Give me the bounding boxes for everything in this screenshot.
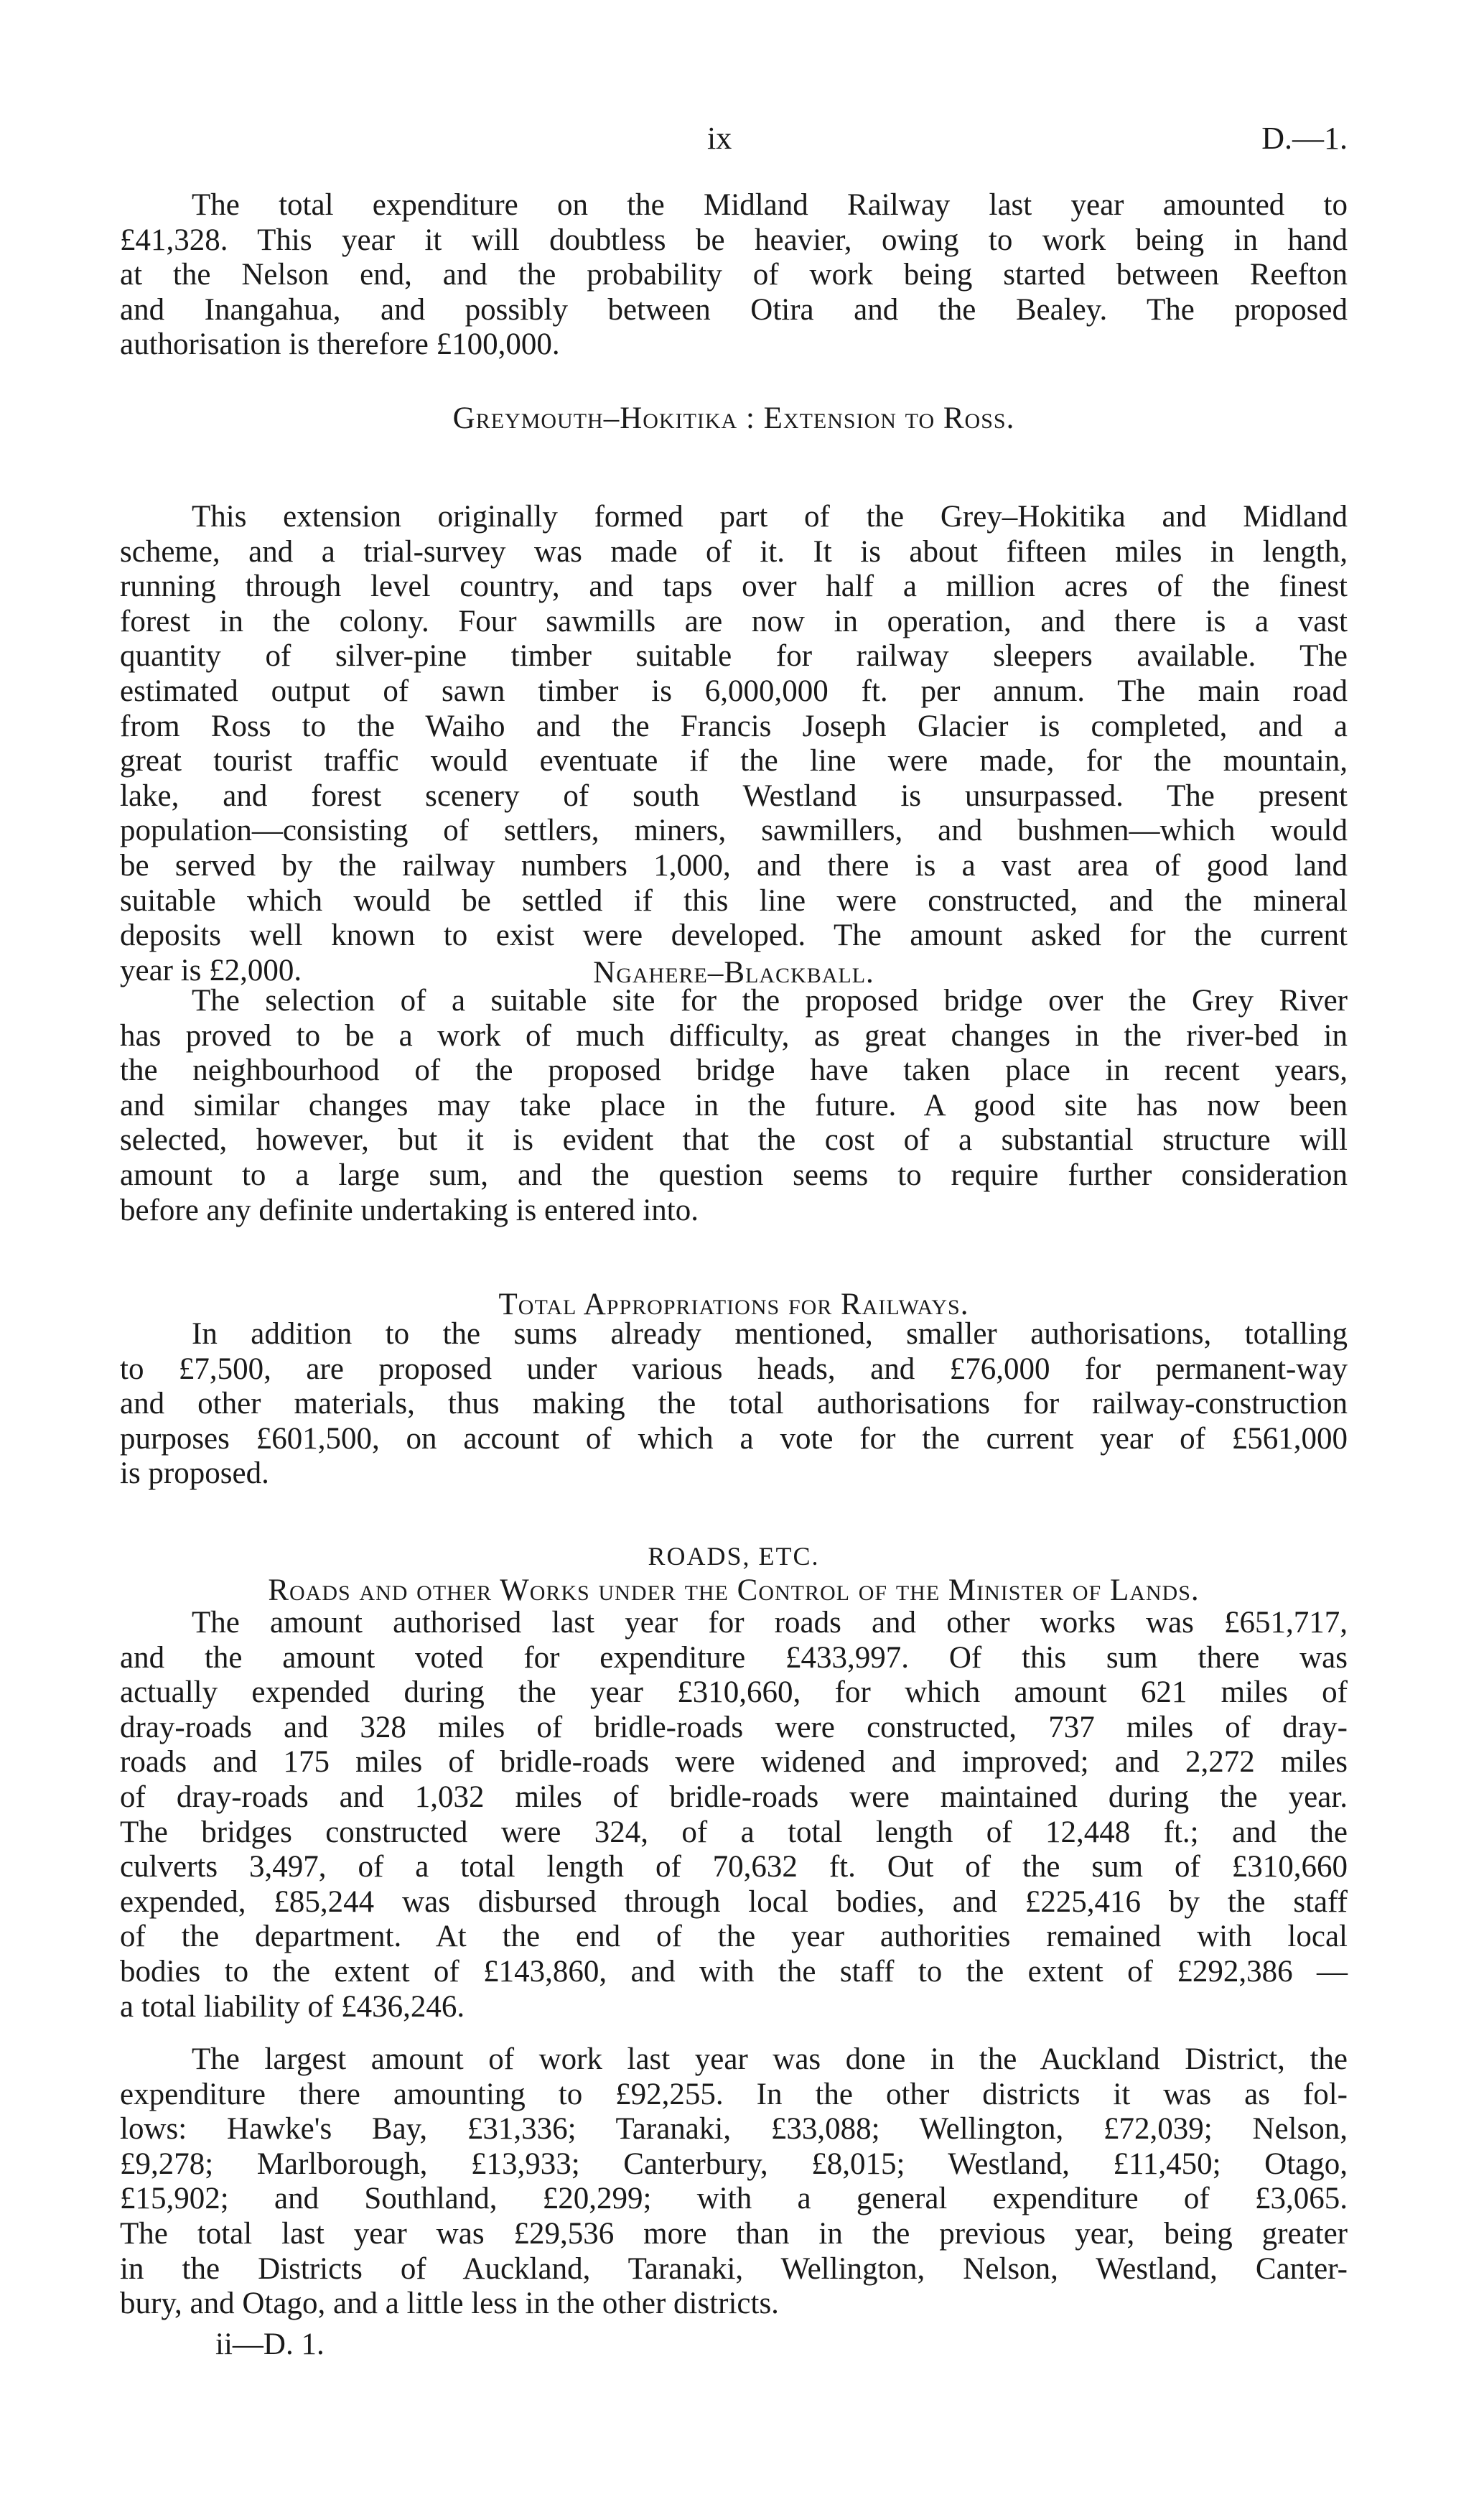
text-line: culverts 3,497, of a total length of 70,632 ft. Out of the sum of £310,660 (120, 1850, 1348, 1884)
text-line: This extension originally formed part of the Grey–Hokitika and Midland (192, 500, 1348, 534)
text-line: The selection of a suitable site for the proposed bridge over the Grey River (192, 984, 1348, 1018)
text-line: £41,328. This year it will doubtless be heavier, owing to work being in hand (120, 223, 1348, 257)
text-line: selected, however, but it is evident that the cost of a substantial structure will (120, 1123, 1348, 1158)
text-line: and the amount voted for expenditure £433,997. Of this sum there was (120, 1640, 1348, 1675)
text-line: authorisation is therefore £100,000. (120, 327, 560, 362)
text-line: from Ross to the Waiho and the Francis Joseph Glacier is completed, and a (120, 709, 1348, 743)
text-line: actually expended during the year £310,660, for which amount 621 miles of (120, 1675, 1348, 1710)
text-line: and other materials, thus making the total authorisations for railway-construction (120, 1387, 1348, 1421)
paragraph (120, 984, 1348, 1228)
text-line: to £7,500, are proposed under various heads, and £76,000 for permanent-way (120, 1352, 1348, 1386)
text-line: running through level country, and taps over half a million acres of the finest (120, 569, 1348, 604)
text-line: the neighbourhood of the proposed bridge have taken place in recent years, (120, 1054, 1348, 1088)
text-line: In addition to the sums already mentioned, smaller authorisations, totalling (192, 1317, 1348, 1351)
text-line: be served by the railway numbers 1,000, and there is a vast area of good land (120, 848, 1348, 883)
text-line: great tourist traffic would eventuate if the line were made, for the mountain, (120, 744, 1348, 778)
text-line: suitable which would be settled if this line were constructed, and the mineral (120, 883, 1348, 918)
text-line: lake, and forest scenery of south Westland is unsurpassed. The present (120, 778, 1348, 813)
text-line: quantity of silver-pine timber suitable for railway sleepers available. The (120, 639, 1348, 674)
text-line: year is £2,000. (120, 953, 302, 987)
text-line: expenditure there amounting to £92,255. In the other districts it was as fol- (120, 2077, 1348, 2111)
text-line: a total liability of £436,246. (120, 1989, 465, 2024)
text-line: at the Nelson end, and the probability of work being started between Reefton (120, 258, 1348, 292)
printer-signature: ii—D. 1. (215, 2327, 325, 2361)
text-line: The total last year was £29,536 more than in the previous year, being greater (120, 2216, 1348, 2251)
text-line: £15,902; and Southland, £20,299; with a general expenditure of £3,065. (120, 2182, 1348, 2216)
section-heading: ROADS, ETC. (648, 1542, 820, 1571)
text-line: population—consisting of settlers, miners, sawmillers, and bushmen—which would (120, 814, 1348, 848)
text-line: and Inangahua, and possibly between Otira and the Bealey. The proposed (120, 292, 1348, 327)
text-line: £9,278; Marlborough, £13,933; Canterbury, £8,015; Westland, £11,450; Otago, (120, 2147, 1348, 2181)
text-line: The total expenditure on the Midland Railway last year amounted to (192, 188, 1348, 222)
text-line: lows: Hawke's Bay, £31,336; Taranaki, £33,088; Wellington, £72,039; Nelson, (120, 2112, 1348, 2147)
text-line: expended, £85,244 was disbursed through local bodies, and £225,416 by the staff (120, 1884, 1348, 1919)
paragraph (120, 2042, 1348, 2322)
text-line: and similar changes may take place in the future. A good site has now been (120, 1088, 1348, 1122)
text-line: purposes £601,500, on account of which a vote for the current year of £561,000 (120, 1421, 1348, 1456)
paragraph (120, 1317, 1348, 1492)
text-line: bodies to the extent of £143,860, and with the staff to the extent of £292,386 — (120, 1954, 1348, 1989)
text-line: The largest amount of work last year was done in the Auckland District, the (192, 2042, 1348, 2076)
text-line: bury, and Otago, and a little less in the other districts. (120, 2287, 779, 2321)
paragraph (120, 500, 1348, 988)
paragraph (120, 188, 1348, 363)
text-line: before any definite undertaking is entered into. (120, 1193, 699, 1227)
text-line: is proposed. (120, 1456, 269, 1491)
page-number: ix (707, 121, 732, 156)
text-line: amount to a large sum, and the question seems to require further consideration (120, 1158, 1348, 1192)
text-line: forest in the colony. Four sawmills are now in operation, and there is a vast (120, 604, 1348, 638)
text-line: deposits well known to exist were developed. The amount asked for the current (120, 919, 1348, 953)
text-line: estimated output of sawn timber is 6,000,000 ft. per annum. The main road (120, 674, 1348, 708)
text-line: The amount authorised last year for roads and other works was £651,717, (192, 1606, 1348, 1640)
text-line: roads and 175 miles of bridle-roads were widened and improved; and 2,272 miles (120, 1745, 1348, 1780)
section-heading: Roads and other Works under the Control of the Minister of Lands. (268, 1573, 1200, 1607)
text-line: The bridges constructed were 324, of a total length of 12,448 ft.; and the (120, 1815, 1348, 1849)
section-heading: Greymouth–Hokitika : Extension to Ross. (452, 401, 1015, 435)
document-reference: D.—1. (1261, 121, 1348, 156)
section-heading: Ngahere–Blackball. (593, 956, 874, 990)
section-heading: Total Appropriations for Railways. (498, 1288, 969, 1321)
text-line: in the Districts of Auckland, Taranaki, Wellington, Nelson, Westland, Canter- (120, 2251, 1348, 2286)
text-line: dray-roads and 328 miles of bridle-roads were constructed, 737 miles of dray- (120, 1710, 1348, 1744)
text-line: of dray-roads and 1,032 miles of bridle-roads were maintained during the year. (120, 1780, 1348, 1814)
text-line: has proved to be a work of much difficulty, as great changes in the river-bed in (120, 1018, 1348, 1053)
paragraph (120, 1606, 1348, 2024)
text-line: of the department. At the end of the year authorities remained with local (120, 1920, 1348, 1954)
text-line: scheme, and a trial-survey was made of it. It is about fifteen miles in length, (120, 534, 1348, 569)
